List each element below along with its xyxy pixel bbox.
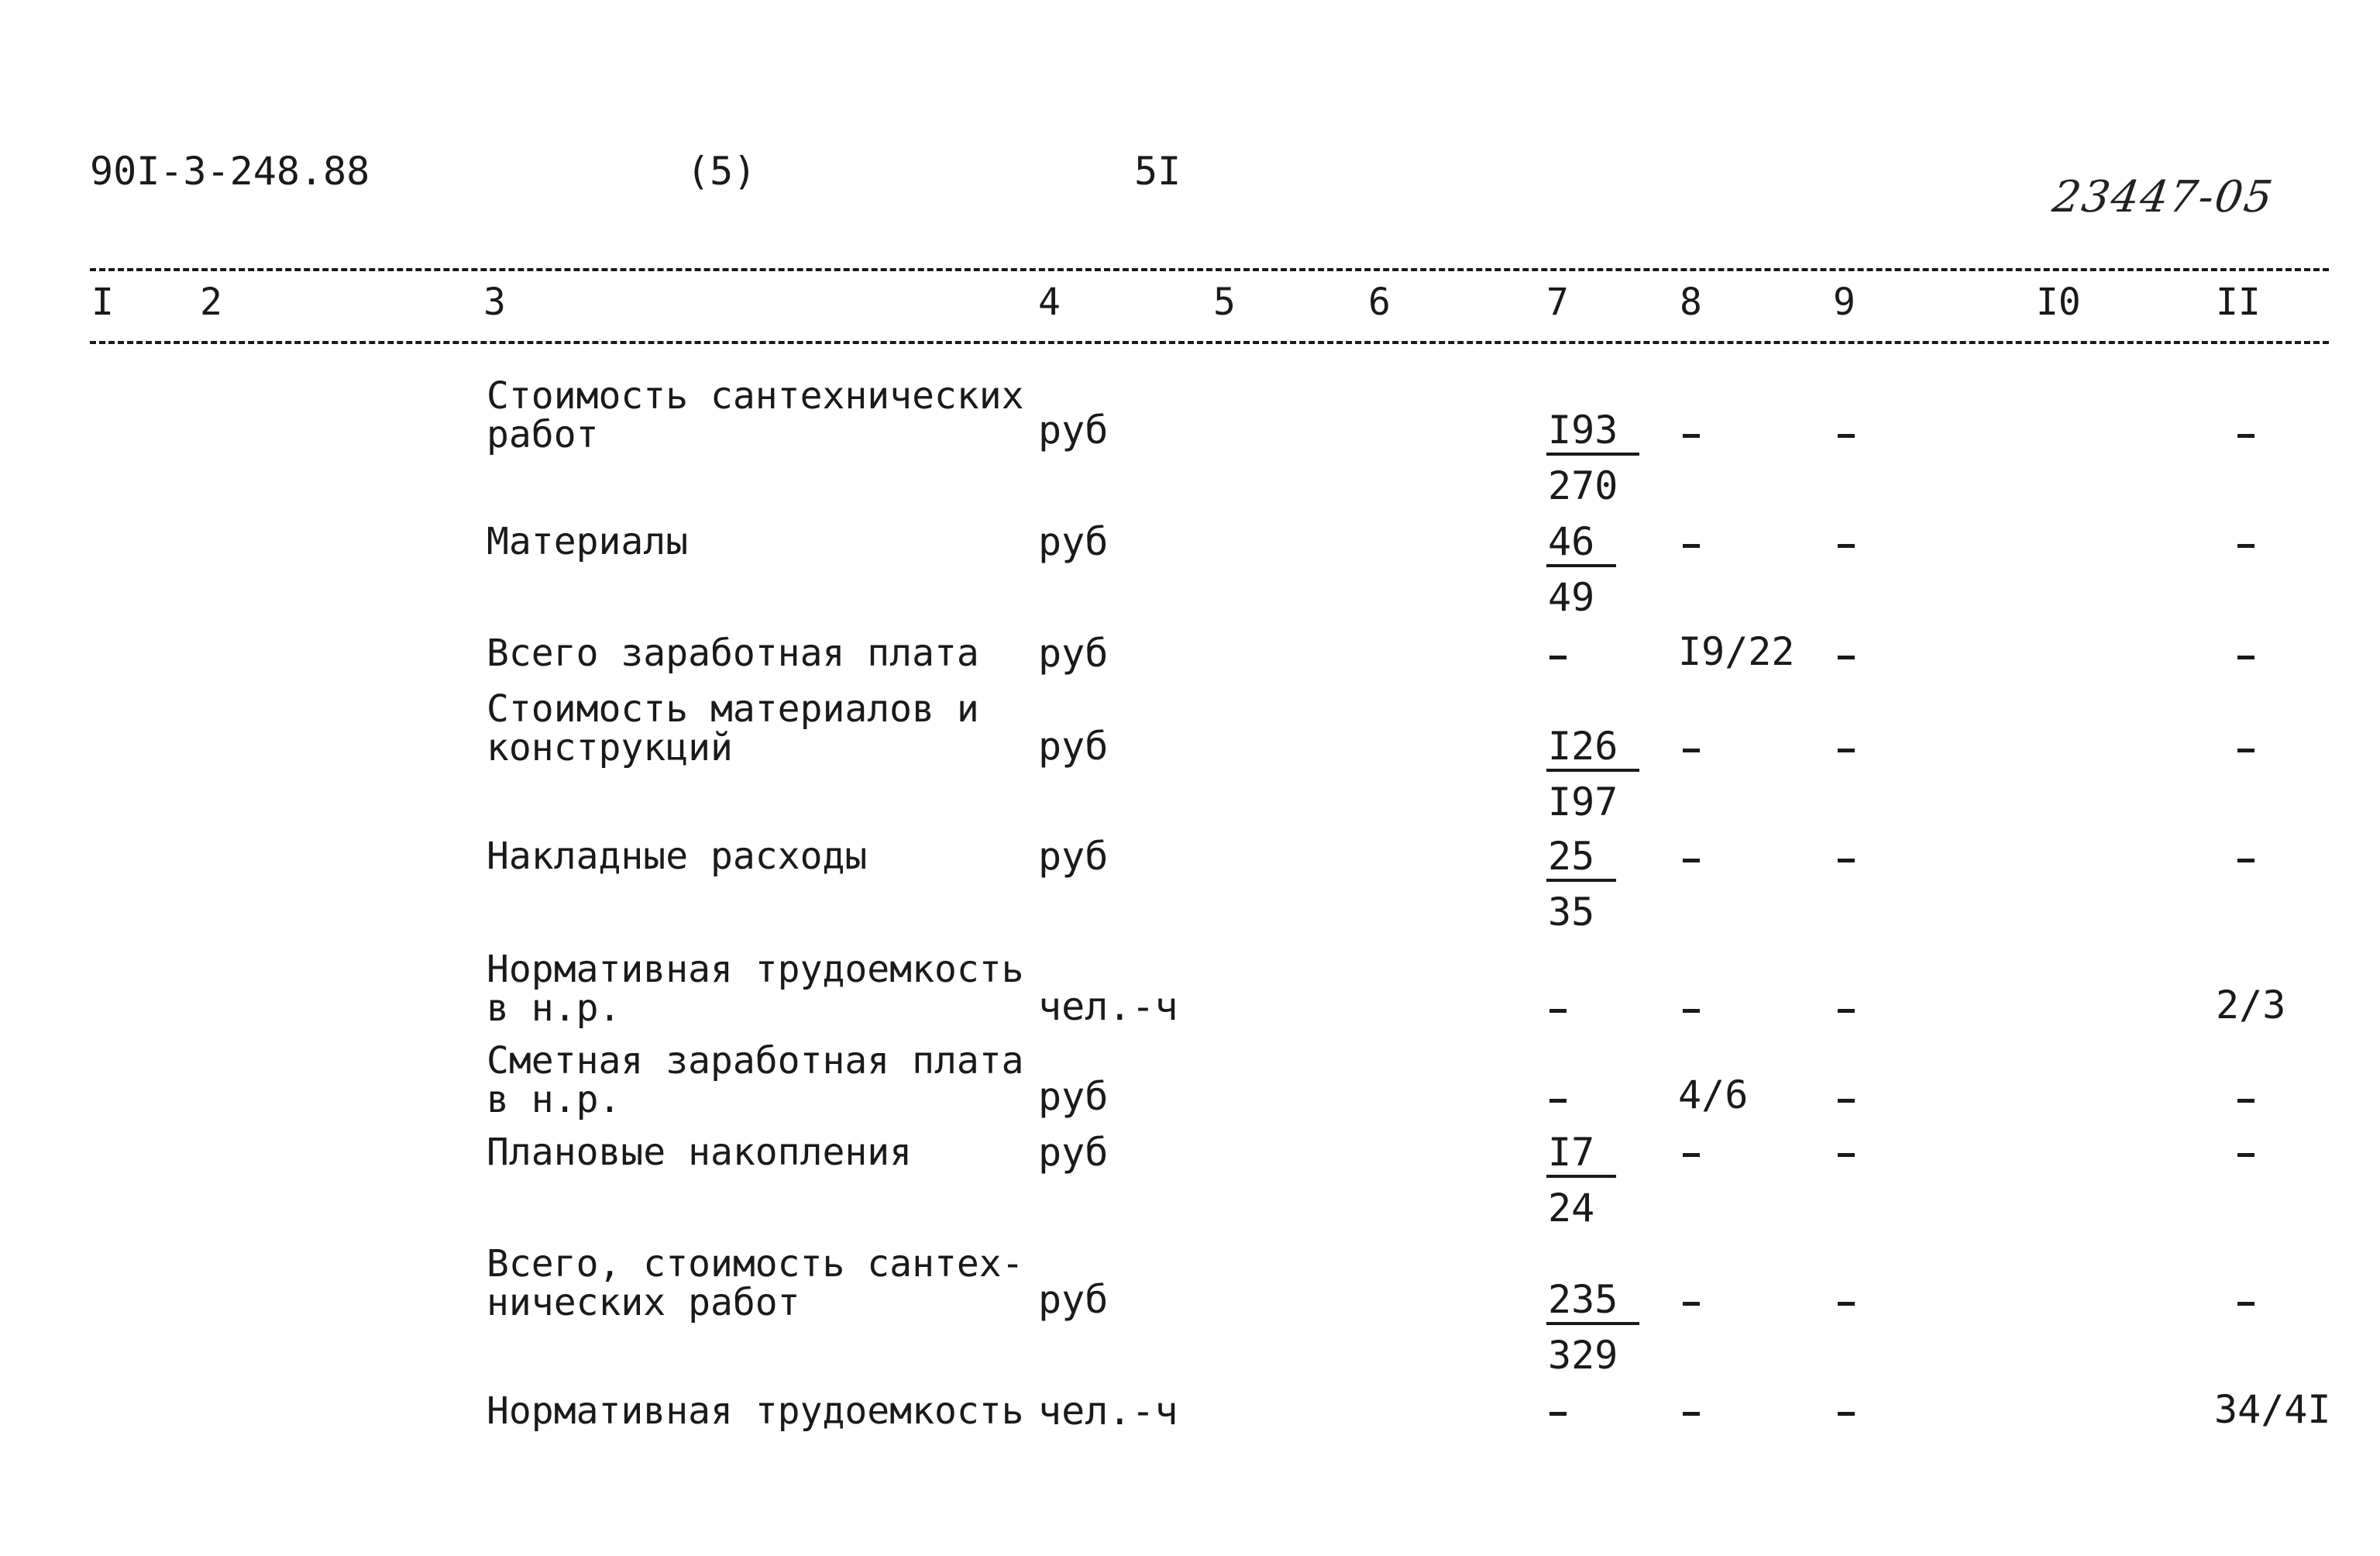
row-name: Стоимость материалов и конструкций	[487, 687, 979, 769]
dash-value	[1683, 1302, 1700, 1306]
fraction-denominator: 35	[1548, 890, 1595, 935]
dash-value	[1838, 656, 1855, 659]
fraction-denominator: 24	[1548, 1186, 1595, 1231]
column-header: 3	[483, 281, 506, 324]
column-header: 2	[200, 281, 222, 324]
row-unit: руб	[1038, 834, 1109, 879]
dash-value	[1683, 859, 1700, 862]
dash-value	[1838, 749, 1855, 752]
column-header: II	[2216, 281, 2261, 324]
fraction-numerator: I26	[1546, 727, 1639, 772]
value-fraction	[1546, 1130, 1616, 1231]
archive-stamp: 23447-05	[2049, 172, 2277, 222]
dash-value	[1838, 859, 1855, 862]
dash-value	[2237, 859, 2254, 862]
fraction-numerator: I7	[1546, 1133, 1616, 1178]
dash-value	[2237, 544, 2254, 548]
row-unit: руб	[1038, 1130, 1109, 1175]
part-number: (5)	[686, 149, 757, 194]
row-name: Сметная заработная плата в н.р.	[487, 1039, 1024, 1121]
row-value: 4/6	[1678, 1072, 1749, 1117]
dash-value	[1549, 1009, 1567, 1013]
row-name: Накладные расходы	[487, 835, 868, 878]
row-unit: руб	[1038, 1277, 1109, 1322]
dash-value	[1683, 1412, 1700, 1416]
fraction-denominator: 49	[1548, 575, 1595, 620]
dash-value	[1838, 1412, 1855, 1416]
value-fraction	[1546, 724, 1639, 824]
column-header: 4	[1038, 281, 1061, 324]
fraction-denominator: 270	[1548, 463, 1618, 508]
row-name: Плановые накопления	[487, 1131, 913, 1174]
document-code: 90I-3-248.88	[90, 149, 370, 194]
header-bottom-rule	[90, 341, 2329, 344]
column-header: 5	[1213, 281, 1236, 324]
row-unit: руб	[1038, 631, 1109, 676]
row-unit: чел.-ч	[1038, 984, 1178, 1029]
row-name: Нормативная трудоемкость в н.р.	[487, 948, 1024, 1030]
dash-value	[2237, 749, 2254, 752]
dash-value	[1838, 1153, 1855, 1157]
dash-value	[1838, 544, 1855, 548]
dash-value	[2237, 1099, 2254, 1103]
fraction-denominator: 329	[1548, 1333, 1618, 1378]
row-unit: руб	[1038, 408, 1109, 453]
row-name: Стоимость сантехнических работ	[487, 374, 1024, 456]
dash-value	[1683, 749, 1700, 752]
dash-value	[2237, 1153, 2254, 1157]
page-number: 5I	[1134, 149, 1181, 194]
row-name: Нормативная трудоемкость	[487, 1389, 1024, 1433]
row-name: Всего, стоимость сантех- нических работ	[487, 1242, 1024, 1324]
row-value: 2/3	[2216, 983, 2286, 1028]
dash-value	[1549, 1099, 1567, 1103]
header-top-rule	[90, 268, 2329, 271]
column-header: 7	[1546, 281, 1569, 324]
column-header: 8	[1680, 281, 1702, 324]
column-header: I0	[2036, 281, 2081, 324]
dash-value	[2237, 434, 2254, 438]
fraction-numerator: 25	[1546, 837, 1616, 882]
dash-value	[1683, 1009, 1700, 1013]
column-header: 6	[1368, 281, 1391, 324]
dash-value	[1683, 1153, 1700, 1157]
value-fraction	[1546, 408, 1639, 508]
dash-value	[1549, 656, 1567, 659]
dash-value	[1838, 1302, 1855, 1306]
row-unit: руб	[1038, 1074, 1109, 1119]
fraction-numerator: I93	[1546, 411, 1639, 456]
dash-value	[1838, 1099, 1855, 1103]
row-name: Материалы	[487, 520, 689, 563]
dash-value	[1838, 434, 1855, 438]
value-fraction	[1546, 834, 1616, 935]
fraction-numerator: 46	[1546, 522, 1616, 567]
row-value: 34/4I	[2214, 1387, 2331, 1432]
dash-value	[1549, 1412, 1567, 1416]
row-unit: руб	[1038, 519, 1109, 564]
row-name: Всего заработная плата	[487, 632, 979, 675]
value-fraction	[1546, 1277, 1639, 1378]
value-fraction	[1546, 519, 1616, 620]
row-value: I9/22	[1678, 629, 1795, 674]
column-header: I	[91, 281, 114, 324]
dash-value	[2237, 656, 2254, 659]
dash-value	[1683, 434, 1700, 438]
row-unit: руб	[1038, 724, 1109, 769]
column-header: 9	[1833, 281, 1856, 324]
dash-value	[1683, 544, 1700, 548]
dash-value	[1838, 1009, 1855, 1013]
fraction-denominator: I97	[1548, 780, 1618, 824]
row-unit: чел.-ч	[1038, 1389, 1178, 1434]
dash-value	[2237, 1302, 2254, 1306]
fraction-numerator: 235	[1546, 1280, 1639, 1325]
